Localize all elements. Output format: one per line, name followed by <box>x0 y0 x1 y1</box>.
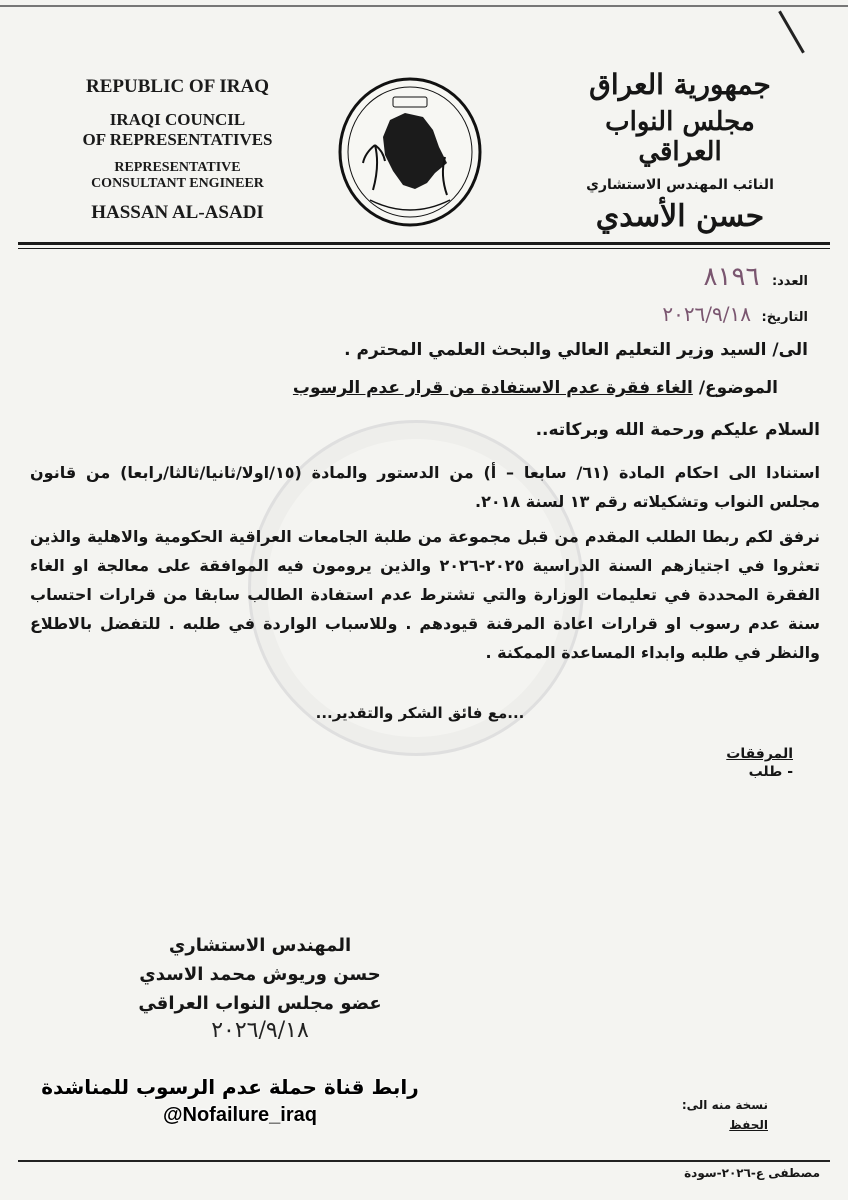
attachments-label: المرفقات <box>726 746 793 762</box>
subject-label: الموضوع/ <box>698 378 778 398</box>
header-ar <box>560 68 800 234</box>
council-emblem <box>335 75 485 230</box>
header-ar-name: حسن الأسدي <box>595 199 765 234</box>
date-label: التاريخ: <box>761 310 808 325</box>
header-divider <box>18 242 830 245</box>
header-ar-council: مجلس النواب العراقي <box>605 107 755 167</box>
attachments-item: - طلب <box>748 764 793 780</box>
header-en-council-1: IRAQI COUNCIL <box>109 110 246 129</box>
top-edge-line <box>0 5 848 7</box>
paragraph-legal-basis: استنادا الى احكام المادة (٦١/ سابعا – أ) من الدستور والمادة (١٥/اولا/ثانيا/ثالثا/رابعا) من قانون مجلس النواب وتشكيلاته رقم ١٣ لسنة ٢٠١٨. <box>30 463 820 511</box>
overlay-handle: @Nofailure_iraq <box>163 1104 317 1126</box>
header-ar-role: النائب المهندس الاستشاري <box>586 177 774 193</box>
corner-mark <box>778 10 805 53</box>
subject <box>78 378 778 398</box>
recipient: الى/ السيد وزير التعليم العالي والبحث العلمي المحترم . <box>344 340 808 360</box>
date-value: ٢٠٢٦/٩/١٨ <box>662 302 751 326</box>
footer-divider <box>18 1160 830 1162</box>
closing: ...مع فائق الشكر والتقدير... <box>315 704 525 722</box>
typist-ref: مصطفى ع-٢٠٢٦-سودة <box>684 1166 820 1180</box>
header-en <box>70 76 285 224</box>
signature-title: المهندس الاستشاري <box>168 935 352 956</box>
overlay-caption: رابط قناة حملة عدم الرسوب للمناشدة <box>41 1075 419 1099</box>
number-label: العدد: <box>771 274 808 289</box>
copy-to-item: الحفظ <box>729 1118 768 1132</box>
subject-text: الغاء فقرة عدم الاستفادة من قرار عدم الرسوب <box>292 378 693 398</box>
number-value: ٨١٩٦ <box>703 262 760 292</box>
paragraph-request: نرفق لكم ربطا الطلب المقدم من قبل مجموعة من طلبة الجامعات العراقية الحكومية والاهلية والذين تعثروا في اجتيازهم السنة الدراسية ٢٠٢٥-٢٠٢٦ والذين يرومون فيه الموافقة على معالجة او الغاء الفقرة المحددة في تعليمات الوزارة والتي تشترط عدم استفادة الطالب سابقا من قرارات احتساب سنة عدم رسوب او قرارات اعادة المرقنة قيودهم . وللاسباب الواردة في طلبه . للتفضل بالاطلاع والنظر في طلبه وابداء المساعدة الممكنة . <box>30 527 820 662</box>
header-ar-country: جمهورية العراق <box>589 68 771 101</box>
header-en-country: REPUBLIC OF IRAQ <box>86 76 269 97</box>
signature-name: حسن وريوش محمد الاسدي <box>139 964 381 985</box>
copy-to <box>628 1098 768 1132</box>
signature-position: عضو مجلس النواب العراقي <box>138 993 382 1014</box>
date-row <box>558 302 808 326</box>
copy-to-label: نسخة منه الى: <box>681 1098 768 1112</box>
header-en-name: HASSAN AL-ASADI <box>91 202 264 223</box>
signature-date: ٢٠٢٦/٩/١٨ <box>211 1018 309 1043</box>
greeting: السلام عليكم ورحمة الله وبركاته.. <box>535 420 820 440</box>
header-en-council-2: OF REPRESENTATIVES <box>82 130 273 149</box>
header-divider-thin <box>18 248 830 249</box>
signature-block <box>130 935 390 1043</box>
header-en-role-2: CONSULTANT ENGINEER <box>91 176 264 191</box>
attachments <box>593 746 793 780</box>
number-row <box>558 262 808 292</box>
header-en-role-1: REPRESENTATIVE <box>114 160 241 175</box>
